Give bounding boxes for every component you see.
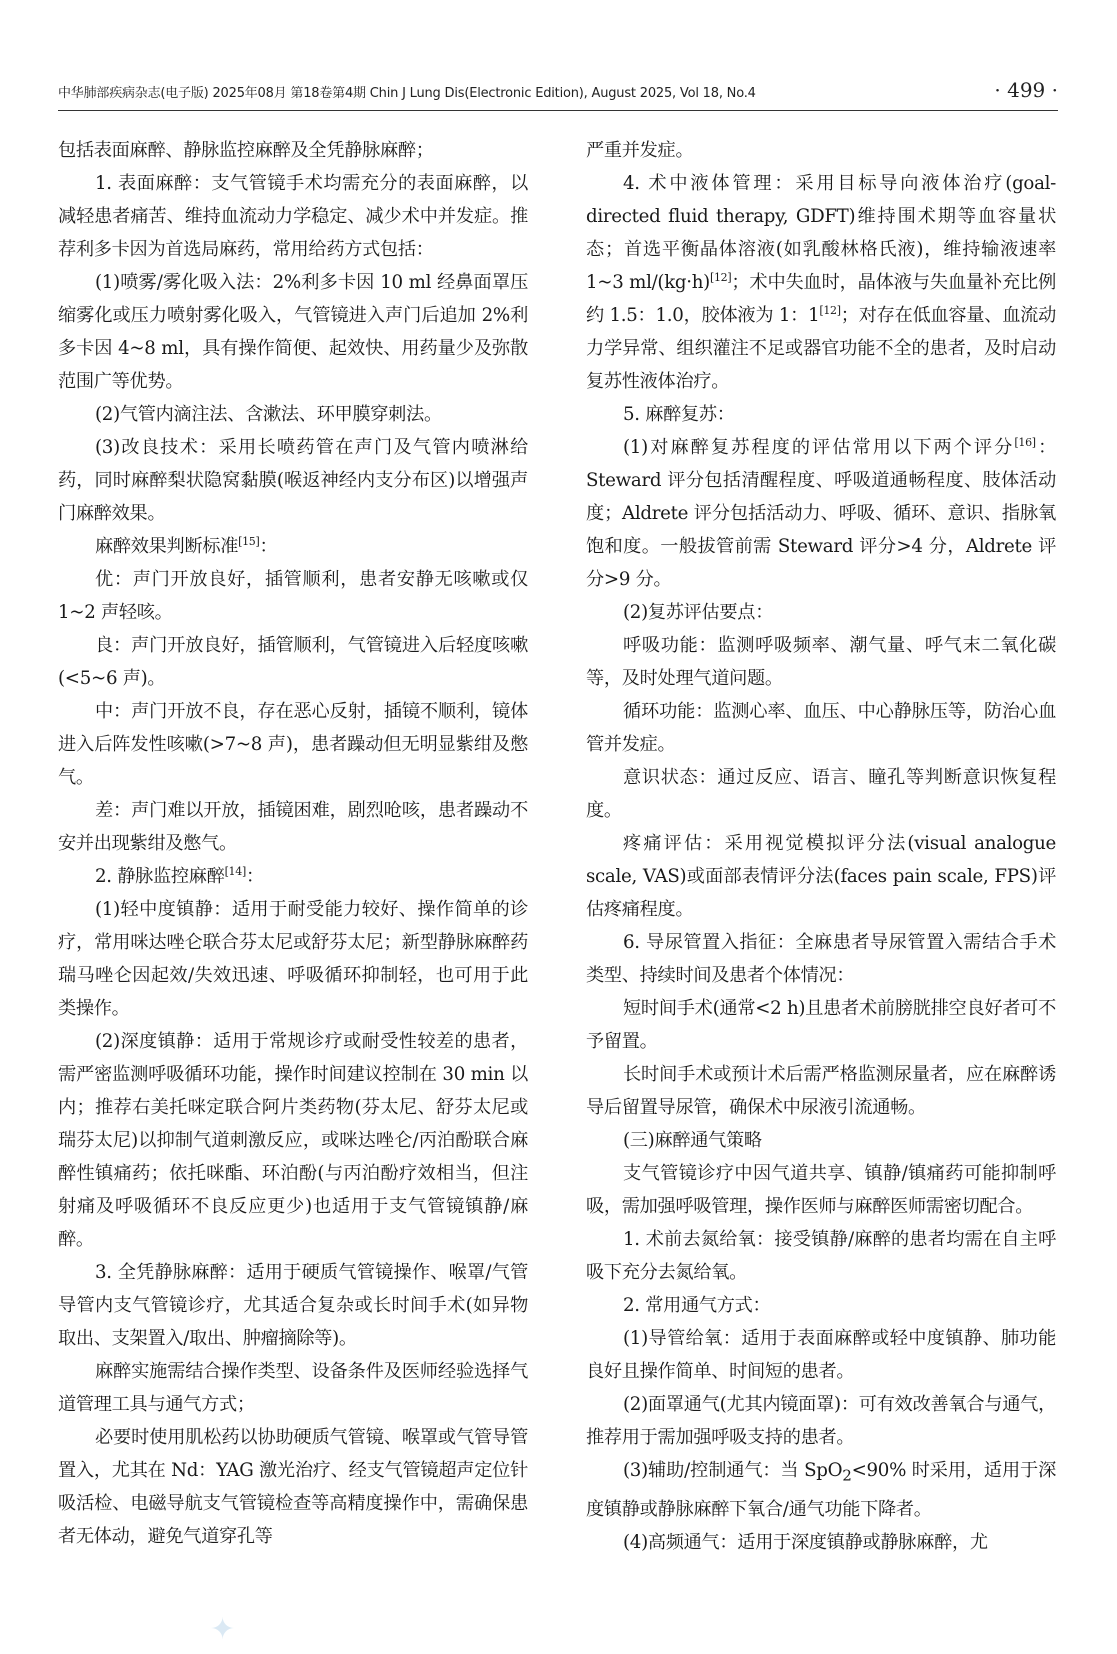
paragraph-text: 中：声门开放不良，存在恶心反射，插镜不顺利，镜体进入后阵发性咳嗽(>7~8 声)，患者躁动但无明显紫绀及憋气。 [58, 701, 528, 788]
paragraph [586, 596, 1056, 629]
paragraph [58, 629, 528, 695]
paragraph-text: ；术中失血时，晶体液与失血量补充比例约 1.5：1.0，胶体液为 1：1 [586, 272, 1056, 326]
paragraph [586, 1322, 1056, 1388]
paragraph-text: ：Steward 评分包括清醒程度、呼吸道通畅程度、肢体活动度；Aldrete 评分包括活动力、呼吸、循环、意识、指脉氧饱和度。一般拔管前需 Steward 评分>4 分，Aldrete 评分>9 分。 [586, 437, 1056, 590]
paragraph-text: (2)气管内滴注法、含漱法、环甲膜穿刺法。 [95, 404, 442, 425]
paragraph-text: 必要时使用肌松药以协助硬质气管镜、喉罩或气管导管置入，尤其在 Nd：YAG 激光治疗、经支气管镜超声定位针吸活检、电磁导航支气管镜检查等高精度操作中，需确保患者无体动，避免气道穿孔等 [58, 1427, 528, 1547]
right-column [586, 134, 1056, 1559]
paragraph-text: 2. 静脉监控麻醉 [95, 866, 225, 887]
paragraph-text: 5. 麻醉复苏： [623, 404, 735, 425]
paragraph-text: 呼吸功能：监测呼吸频率、潮气量、呼气末二氧化碳等，及时处理气道问题。 [586, 635, 1056, 689]
paragraph [586, 1157, 1056, 1223]
citation: [14] [224, 864, 246, 878]
paragraph [58, 134, 528, 167]
paragraph-text: 严重并发症。 [586, 140, 694, 161]
citation: [15] [238, 534, 260, 548]
paragraph-text: 长时间手术或预计术后需严格监测尿量者，应在麻醉诱导后留置导尿管，确保术中尿液引流通畅。 [586, 1064, 1056, 1118]
paragraph [586, 134, 1056, 167]
paragraph-text: (1)轻中度镇静：适用于耐受能力较好、操作简单的诊疗，常用咪达唑仑联合芬太尼或舒芬太尼；新型静脉麻醉药瑞马唑仑因起效/失效迅速、呼吸循环抑制轻，也可用于此类操作。 [58, 899, 528, 1019]
paragraph [58, 530, 528, 563]
paragraph-text: 意识状态：通过反应、语言、瞳孔等判断意识恢复程度。 [586, 767, 1056, 821]
paragraph-text: 4. 术中液体管理：采用目标导向液体治疗(goal-directed fluid therapy, GDFT)维持围术期等血容量状态；首选平衡晶体溶液(如乳酸林格氏液)，维持输液速率 1~3 ml/(kg·h) [586, 173, 1056, 293]
paragraph-text: (2)复苏评估要点： [623, 602, 774, 623]
paragraph [586, 1526, 1056, 1559]
paragraph-text: 1. 术前去氮给氧：接受镇静/麻醉的患者均需在自主呼吸下充分去氮给氧。 [586, 1229, 1056, 1283]
header-rule [58, 110, 1058, 111]
subscript: 2 [842, 1466, 852, 1485]
paragraph-text: 支气管镜诊疗中因气道共享、镇静/镇痛药可能抑制呼吸，需加强呼吸管理，操作医师与麻醉医师需密切配合。 [586, 1163, 1056, 1217]
paragraph-text: 2. 常用通气方式： [623, 1295, 771, 1316]
paragraph [58, 398, 528, 431]
paragraph [586, 695, 1056, 761]
paragraph [586, 992, 1056, 1058]
page-number: · 499 · [994, 78, 1058, 102]
paragraph-text: ；对存在低血容量、血流动力学异常、组织灌注不足或器官功能不全的患者，及时启动复苏性液体治疗。 [586, 305, 1056, 392]
paragraph [586, 1388, 1056, 1454]
paragraph [586, 398, 1056, 431]
paragraph-text: (三)麻醉通气策略 [623, 1130, 762, 1151]
citation: [16] [1014, 435, 1036, 449]
running-header [58, 78, 1058, 104]
paragraph [586, 1058, 1056, 1124]
paragraph [586, 1454, 1056, 1526]
paragraph-text: (2)深度镇静：适用于常规诊疗或耐受性较差的患者，需严密监测呼吸循环功能，操作时间建议控制在 30 min 以内；推荐右美托咪定联合阿片类药物(芬太尼、舒芬太尼或瑞芬太尼)以抑制气道刺激反应，或咪达唑仑/丙泊酚联合麻醉性镇痛药；依托咪酯、环泊酚(与丙泊酚疗效相当，但注射痛及呼吸循环不良反应更少)也适用于支气管镜镇静/麻醉。 [58, 1031, 528, 1250]
paragraph-text: 短时间手术(通常<2 h)且患者术前膀胱排空良好者可不予留置。 [586, 998, 1056, 1052]
paragraph-text: 疼痛评估：采用视觉模拟评分法(visual analogue scale, VAS)或面部表情评分法(faces pain scale, FPS)评估疼痛程度。 [586, 833, 1056, 920]
paragraph-text: 1. 表面麻醉：支气管镜手术均需充分的表面麻醉，以减轻患者痛苦、维持血流动力学稳定、减少术中并发症。推荐利多卡因为首选局麻药，常用给药方式包括： [58, 173, 528, 260]
journal-info: 中华肺部疾病杂志(电子版) 2025年08月 第18卷第4期 Chin J Lung Dis(Electronic Edition), August 2025, Vol 18, No.4 [58, 86, 756, 101]
paragraph [58, 1025, 528, 1256]
paragraph [58, 860, 528, 893]
paragraph [586, 431, 1056, 596]
paragraph-text: (2)面罩通气(尤其内镜面罩)：可有效改善氧合与通气，推荐用于需加强呼吸支持的患者。 [586, 1394, 1056, 1448]
paragraph-text: (3)改良技术：采用长喷药管在声门及气管内喷淋给药，同时麻醉梨状隐窝黏膜(喉返神经内支分布区)以增强声门麻醉效果。 [58, 437, 528, 524]
paragraph [58, 266, 528, 398]
paragraph-text: 优：声门开放良好，插管顺利，患者安静无咳嗽或仅 1~2 声轻咳。 [58, 569, 528, 623]
paragraph [58, 794, 528, 860]
paragraph [586, 629, 1056, 695]
paragraph-text: ： [259, 536, 278, 557]
paragraph-text: (1)导管给氧：适用于表面麻醉或轻中度镇静、肺功能良好且操作简单、时间短的患者。 [586, 1328, 1056, 1382]
paragraph-text: (1)对麻醉复苏程度的评估常用以下两个评分 [623, 437, 1015, 458]
paragraph-text: 良：声门开放良好，插管顺利，气管镜进入后轻度咳嗽(<5~6 声)。 [58, 635, 528, 689]
paragraph [58, 431, 528, 530]
paragraph-text: ： [245, 866, 264, 887]
paragraph-text: (4)高频通气：适用于深度镇静或静脉麻醉，尤 [623, 1531, 988, 1553]
paragraph [58, 695, 528, 794]
paragraph [586, 1289, 1056, 1322]
paragraph-text: 6. 导尿管置入指征：全麻患者导尿管置入需结合手术类型、持续时间及患者个体情况： [586, 932, 1056, 986]
paragraph-text: (1)喷雾/雾化吸入法：2%利多卡因 10 ml 经鼻面罩压缩雾化或压力喷射雾化吸入，气管镜进入声门后追加 2%利多卡因 4~8 ml，具有操作简便、起效快、用药量少及弥散范围广等优势。 [58, 272, 528, 392]
watermark: ✦ [210, 1612, 236, 1647]
paragraph [586, 1124, 1056, 1157]
paragraph-text: 麻醉实施需结合操作类型、设备条件及医师经验选择气道管理工具与通气方式； [58, 1361, 528, 1415]
paragraph-text: 差：声门难以开放，插镜困难，剧烈呛咳，患者躁动不安并出现紫绀及憋气。 [58, 800, 528, 854]
paragraph [58, 1421, 528, 1553]
paragraph [586, 827, 1056, 926]
paragraph-text: 麻醉效果判断标准 [95, 536, 239, 557]
paragraph-text: (3)辅助/控制通气：当 SpO [623, 1460, 843, 1481]
paragraph [58, 1355, 528, 1421]
citation: [12] [819, 303, 841, 317]
paragraph [58, 563, 528, 629]
paragraph [586, 926, 1056, 992]
citation: [12] [709, 270, 732, 284]
paragraph-text: 包括表面麻醉、静脉监控麻醉及全凭静脉麻醉； [58, 140, 434, 161]
paragraph [58, 167, 528, 266]
paragraph [586, 761, 1056, 827]
paragraph-text: 3. 全凭静脉麻醉：适用于硬质气管镜操作、喉罩/气管导管内支气管镜诊疗，尤其适合复杂或长时间手术(如异物取出、支架置入/取出、肿瘤摘除等)。 [58, 1262, 528, 1349]
paragraph [586, 167, 1056, 398]
paragraph [586, 1223, 1056, 1289]
left-column [58, 134, 528, 1553]
paragraph-text: 循环功能：监测心率、血压、中心静脉压等，防治心血管并发症。 [586, 701, 1056, 755]
paragraph [58, 893, 528, 1025]
paragraph-text: <90% 时采用，适用于深度镇静或静脉麻醉下氧合/通气功能下降者。 [586, 1460, 1056, 1520]
paragraph [58, 1256, 528, 1355]
